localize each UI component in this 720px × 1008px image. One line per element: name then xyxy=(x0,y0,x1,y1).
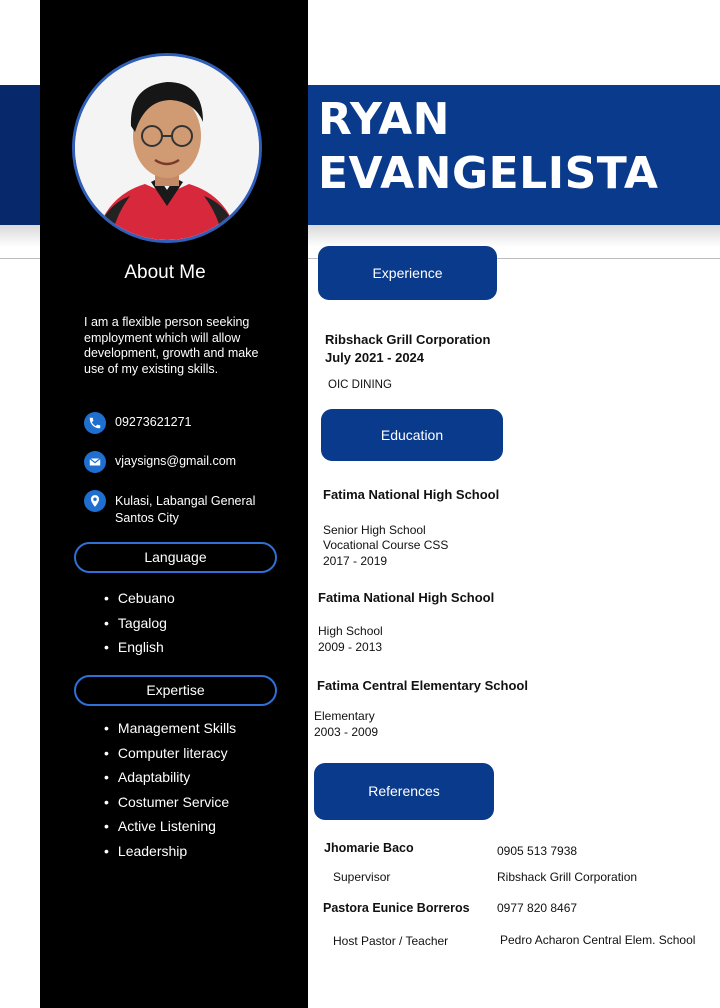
language-item: • English xyxy=(104,635,175,660)
language-item: • Tagalog xyxy=(104,611,175,636)
email-address: vjaysigns@gmail.com xyxy=(115,454,237,468)
expertise-item: • Leadership xyxy=(104,839,236,864)
education-level: High School xyxy=(318,624,383,638)
profile-photo xyxy=(72,53,262,243)
education-level: Elementary xyxy=(314,709,375,723)
address-line-2: Santos City xyxy=(115,511,179,525)
reference-role: Host Pastor / Teacher xyxy=(333,934,449,948)
reference-name: Jhomarie Baco xyxy=(324,841,414,855)
email-icon xyxy=(84,451,106,473)
experience-company: Ribshack Grill Corporation xyxy=(325,332,491,347)
education-school: Fatima Central Elementary School xyxy=(317,678,528,693)
education-years: 2003 - 2009 xyxy=(314,725,379,739)
reference-phone: 0977 820 8467 xyxy=(497,901,578,915)
location-pin-icon xyxy=(84,490,106,512)
experience-role: OIC DINING xyxy=(328,379,392,391)
experience-period: July 2021 - 2024 xyxy=(325,350,425,365)
expertise-heading: Expertise xyxy=(74,675,277,706)
expertise-item: • Active Listening xyxy=(104,814,236,839)
experience-heading: Experience xyxy=(318,246,497,300)
phone-icon xyxy=(84,412,106,434)
expertise-list xyxy=(104,716,236,864)
expertise-item: • Adaptability xyxy=(104,765,236,790)
education-school: Fatima National High School xyxy=(323,487,500,502)
name-first: RYAN xyxy=(318,94,451,145)
about-title: About Me xyxy=(124,262,206,283)
about-text: I am a flexible person seeking employment which will allow development, growth and make use of my existing skills. xyxy=(84,315,259,376)
reference-org: Pedro Acharon Central Elem. School xyxy=(500,933,696,947)
language-heading: Language xyxy=(74,542,277,573)
phone-number: 09273621271 xyxy=(115,415,192,429)
references-heading: References xyxy=(314,763,494,820)
address-line-1: Kulasi, Labangal General xyxy=(115,494,256,508)
name-last: EVANGELISTA xyxy=(318,148,659,199)
education-years: 2017 - 2019 xyxy=(323,554,388,568)
reference-org: Ribshack Grill Corporation xyxy=(497,870,638,884)
education-level: Senior High School xyxy=(323,523,426,537)
expertise-item: • Management Skills xyxy=(104,716,236,741)
reference-name: Pastora Eunice Borreros xyxy=(323,901,470,915)
reference-phone: 0905 513 7938 xyxy=(497,844,578,858)
language-item: • Cebuano xyxy=(104,586,175,611)
language-list xyxy=(104,586,175,660)
reference-role: Supervisor xyxy=(333,870,391,884)
expertise-item: • Computer literacy xyxy=(104,741,236,766)
expertise-item: • Costumer Service xyxy=(104,790,236,815)
education-years: 2009 - 2013 xyxy=(318,640,383,654)
education-school: Fatima National High School xyxy=(318,590,495,605)
education-course: Vocational Course CSS xyxy=(323,538,449,552)
education-heading: Education xyxy=(321,409,503,461)
